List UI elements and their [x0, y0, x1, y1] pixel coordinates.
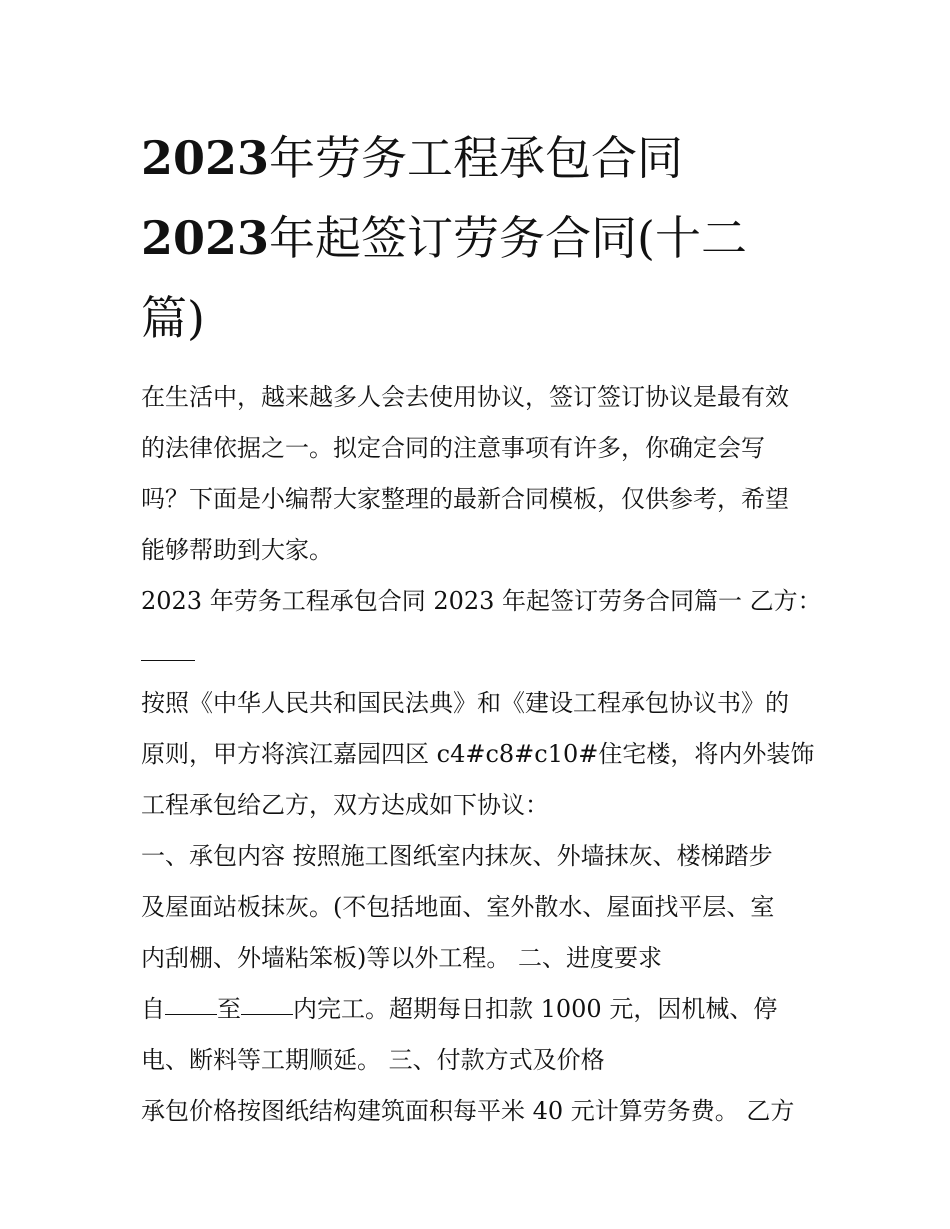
- title-text-2: 年起签订劳务合同(十二: [269, 211, 747, 265]
- clause-line: 一、承包内容 按照施工图纸室内抹灰、外墙抹灰、楼梯踏步: [141, 842, 773, 870]
- party-b-blank: [141, 627, 813, 678]
- section-heading-text: 2023 年劳务工程承包合同 2023 年起签订劳务合同篇一 乙方：: [141, 587, 822, 615]
- price-paragraph: [141, 1086, 813, 1137]
- schedule-paragraph: [141, 984, 813, 1086]
- schedule-line-1: [141, 984, 813, 1035]
- clause-line: 内刮棚、外墙粘笨板)等以外工程。 二、进度要求: [141, 944, 662, 972]
- start-date-blank: [165, 1013, 217, 1015]
- basis-line: 工程承包给乙方，双方达成如下协议：: [141, 791, 549, 819]
- title-year-1: 2023: [141, 131, 270, 185]
- intro-line: 的法律依据之一。拟定合同的注意事项有许多，你确定会写: [141, 434, 765, 462]
- title-line-3: 篇): [141, 291, 205, 345]
- schedule-suffix: 内完工。超期每日扣款 1000 元，因机械、停: [293, 995, 778, 1023]
- clause-line: 及屋面站板抹灰。(不包括地面、室外散水、屋面找平层、室: [141, 893, 775, 921]
- intro-line: 能够帮助到大家。: [141, 536, 333, 564]
- clause-1-paragraph: [141, 831, 813, 984]
- schedule-prefix: 自: [141, 995, 165, 1023]
- price-line: 承包价格按图纸结构建筑面积每平米 40 元计算劳务费。 乙方: [141, 1097, 795, 1125]
- title-line-2: [141, 198, 813, 278]
- blank-underline: [141, 660, 195, 661]
- basis-line: 原则，甲方将滨江嘉园四区 c4#c8#c10#住宅楼，将内外装饰: [141, 740, 815, 768]
- document-body: [141, 372, 822, 1137]
- title-text-1: 年劳务工程承包合同: [269, 131, 684, 185]
- intro-line: 吗？下面是小编帮大家整理的最新合同模板，仅供参考，希望: [141, 485, 789, 513]
- basis-line: 按照《中华人民共和国民法典》和《建设工程承包协议书》的: [141, 689, 789, 717]
- schedule-line-2: 电、断料等工期顺延。 三、付款方式及价格: [141, 1046, 605, 1074]
- document-title: [141, 118, 813, 358]
- intro-line: 在生活中，越来越多人会去使用协议，签订签订协议是最有效: [141, 383, 789, 411]
- basis-paragraph: [141, 678, 813, 831]
- schedule-middle: 至: [217, 995, 241, 1023]
- document-page: [141, 118, 822, 1137]
- title-year-2: 2023: [141, 211, 270, 265]
- end-date-blank: [241, 1013, 293, 1015]
- section-heading: [141, 576, 822, 678]
- intro-paragraph: [141, 372, 813, 576]
- title-line-1: [141, 118, 813, 198]
